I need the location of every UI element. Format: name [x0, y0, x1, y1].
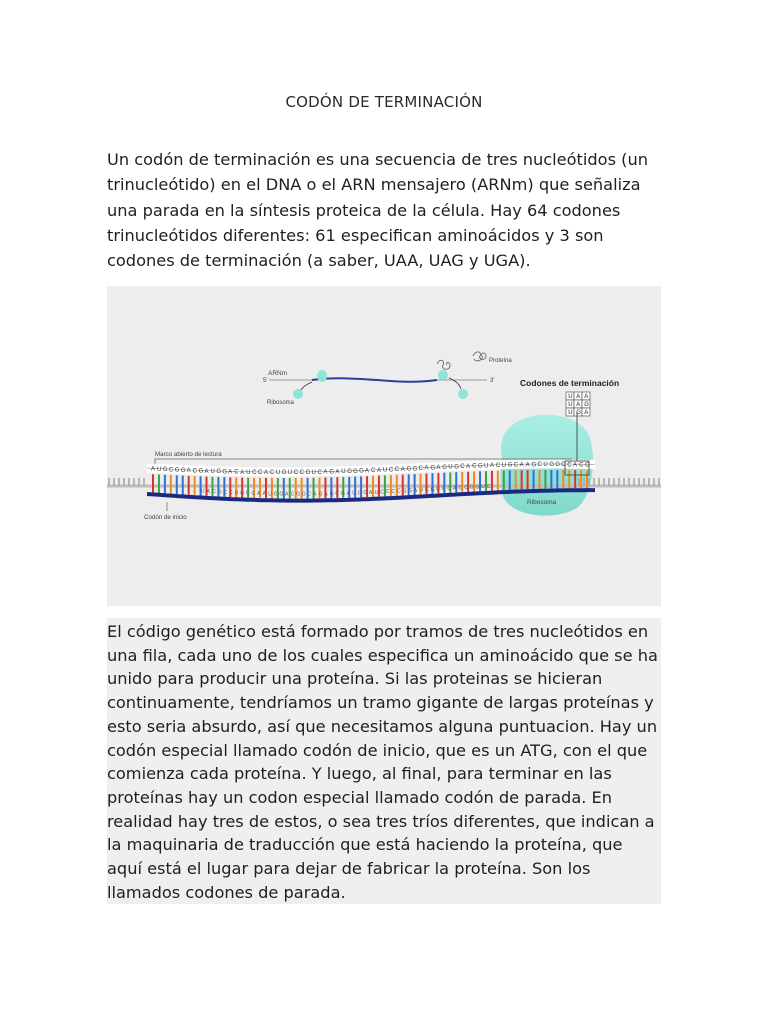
trna-base-letter: G: [402, 488, 407, 495]
mrna-base-letter: C: [418, 465, 423, 472]
mrna-base-letter: A: [228, 469, 233, 476]
mrna-base-letter: G: [305, 470, 311, 477]
stop-codons-heading: Codones de terminación: [520, 378, 620, 388]
trna-base-letter: C: [397, 488, 401, 495]
trna-base-letter: A: [453, 485, 457, 492]
mrna-base-letter: C: [299, 470, 304, 477]
mrna-base-letter: C: [317, 469, 322, 476]
mrna-base-letter: C: [585, 462, 590, 469]
mrna-base-letter: A: [376, 467, 381, 474]
mrna-base-letter: G: [507, 462, 513, 469]
trna-base-letter: A: [313, 491, 317, 498]
stop-codon-base: A: [576, 402, 581, 409]
trna-base-letter: A: [206, 488, 210, 495]
trna-base-letter: U: [436, 486, 440, 493]
page-title: CODÓN DE TERMINACIÓN: [285, 93, 483, 111]
stop-codon-base: A: [584, 410, 589, 417]
trna-base-letter: G: [408, 488, 413, 495]
mrna-base-letter: A: [466, 463, 471, 470]
stop-codon-base: U: [568, 402, 573, 409]
trna-base-letter: C: [290, 491, 295, 498]
mrna-base-letter: C: [460, 464, 465, 471]
mrna-base-letter: C: [234, 469, 239, 476]
mrna-base-letter: A: [240, 469, 245, 476]
mrna-base-letter: G: [180, 467, 186, 474]
trna-base-letter: A: [346, 490, 350, 497]
trna-base-letter: C: [229, 490, 233, 497]
mrna-base-letter: G: [406, 466, 412, 473]
mrna-base-letter: G: [531, 462, 537, 469]
mini-ribosome-1: [317, 370, 327, 382]
mrna-base-letter: A: [335, 469, 340, 476]
mrna-base-letter: A: [365, 468, 370, 475]
mrna-base-letter: C: [192, 468, 197, 475]
mrna-base-letter: U: [382, 467, 388, 474]
mrna-base-letter: A: [151, 466, 156, 473]
mrna-base-letter: C: [252, 469, 257, 476]
trna-base-letter: C: [251, 490, 256, 497]
mrna-base-letter: G: [281, 470, 287, 477]
trna-base-letter: C: [458, 485, 463, 492]
trna-base-letter: U: [268, 491, 272, 498]
stop-codon-base: U: [568, 410, 573, 417]
trna-base-letter: C: [335, 491, 340, 498]
mrna-base-letter: A: [263, 470, 268, 477]
trna-base-letter: A: [413, 487, 418, 494]
mrna-base-letter: U: [341, 469, 346, 476]
body-text: El código genético está formado por tramos de tres nucleótidos en una fila, cada uno de los cuales especifica un aminoácido que se ha unido para producir una proteína. Si las proteinas se hicieran continuamente, tendríamos un tramo gigante de largas proteínas y esto seria absurdo, así que necesitamos alguna puntuacion. Hay un codón especial llamado codón de inicio, que es un ATG, con el que comienza cada proteína. Y luego, al final, para terminar en las proteínas hay un codon especial llamado codón de parada. En realidad hay tres de estos, o sea tres tríos diferentes, que indican a la maquinaria de traducción que está haciendo la proteína, que aquí está el lugar para dejar de fabricar la proteína. Son los llamados codones de parada.: [107, 622, 658, 902]
trna-base-letter: G: [273, 491, 278, 498]
mrna-base-letter: A: [525, 462, 530, 469]
trna-base-letter: C: [307, 491, 312, 498]
trna-base-letter: C: [391, 488, 396, 495]
mrna-base-letter: U: [448, 464, 453, 471]
mrna-base-letter: U: [483, 463, 489, 470]
mrna-base-letter: G: [347, 469, 352, 476]
trna-base-letter: U: [201, 488, 205, 495]
mrna-base-letter: U: [543, 462, 548, 469]
trna-base-letter: G: [475, 484, 480, 491]
mrna-base-letter: A: [400, 466, 405, 473]
trna-base-letter: G: [217, 489, 222, 496]
trna-base-letter: C: [245, 490, 250, 497]
mrna-base-letter: G: [454, 464, 459, 471]
trna-base-letter: G: [296, 491, 301, 498]
label-arnm: ARNm: [268, 370, 288, 377]
mrna-base-letter: C: [168, 467, 174, 474]
label-5prime: 5': [263, 378, 268, 384]
label-ribosoma-large: Ribosoma: [527, 499, 557, 506]
stop-codon-base: G: [584, 402, 589, 409]
mrna-base-letter: G: [162, 467, 168, 474]
stop-codon-base: U: [568, 394, 573, 401]
mrna-base-letter: A: [519, 462, 524, 469]
mrna-base-letter: C: [579, 462, 584, 469]
trna-base-letter: A: [324, 491, 328, 498]
trna-base-letter: G: [363, 490, 368, 497]
trna-base-letter: C: [223, 489, 228, 496]
mrna-base-letter: C: [561, 462, 566, 469]
mrna-base-letter: G: [198, 468, 204, 475]
mrna-base-letter: C: [472, 463, 477, 470]
trna-base-letter: C: [464, 484, 468, 491]
trna-base-letter: C: [441, 486, 446, 493]
arrow-icon: [301, 382, 312, 390]
trna-base-letter: C: [212, 489, 216, 496]
mrna-base-letter: U: [287, 470, 293, 477]
stop-codon-base: A: [576, 394, 581, 401]
mrna-base-letter: C: [258, 470, 263, 477]
trna-base-letter: G: [329, 491, 334, 498]
stop-codon-base: A: [584, 394, 589, 401]
mrna-base-letter: C: [513, 462, 519, 469]
trna-base-letter: A: [262, 491, 266, 498]
diagram-svg: [107, 286, 661, 606]
mrna-base-letter: U: [501, 462, 507, 469]
mrna-base-letter: G: [412, 466, 418, 473]
trna-base-letter: A: [285, 491, 289, 498]
trna-base-letter: U: [481, 484, 485, 491]
stop-codon-table: [566, 392, 590, 416]
mrna-base-letter: G: [442, 464, 448, 471]
mrna-base-letter: G: [174, 467, 180, 474]
trna-base-letter: C: [380, 489, 384, 496]
trna-base-letter: G: [430, 486, 435, 493]
mrna-base-letter: U: [156, 466, 162, 473]
mrna-base-letter: G: [353, 468, 358, 475]
mrna-base-letter: A: [424, 465, 429, 472]
trna-base-letter: C: [447, 485, 452, 492]
trna-base-letter: U: [234, 490, 239, 497]
mrna-base-letter: A: [489, 463, 494, 470]
mrna-base-letter: C: [269, 470, 275, 477]
stop-codon-base: G: [576, 410, 581, 417]
mini-translation-schematic: [263, 352, 512, 406]
label-proteina: Proteína: [489, 358, 512, 364]
stop-codon-diagram: [107, 286, 661, 606]
mrna-base-letter: U: [246, 469, 251, 476]
mrna-base-letter: G: [430, 465, 436, 472]
mrna-base-letter: G: [222, 469, 228, 476]
mrna-base-letter: A: [186, 468, 191, 475]
body-paragraph: [107, 618, 661, 904]
intro-text: Un codón de terminación es una secuencia de tres nucleótidos (un trinucleótido) en el DNA o el ARN mensajero (ARNm) que señaliza una parada en la síntesis proteica de la célula. Hay 64 codones trinucleótidos diferentes: 61 especifican aminoácidos y 3 son codones de terminación (a saber, UAA, UAG y UGA).: [107, 150, 648, 271]
mrna-base-letter: C: [537, 462, 542, 469]
mini-ribosome-4: [293, 389, 303, 399]
trna-base-letter: C: [385, 489, 390, 496]
mrna-base-letter: C: [495, 462, 501, 469]
mrna-line-middle: [312, 378, 437, 381]
trna-base-letter: G: [240, 490, 245, 497]
trna-base-letter: G: [301, 491, 306, 498]
intro-paragraph: [107, 147, 667, 273]
trna-base-letter: C: [486, 483, 491, 490]
protein-squiggle-icon: [437, 352, 486, 369]
trna-base-letter: U: [419, 487, 424, 494]
mini-ribosome-3: [458, 389, 468, 399]
mrna-base-letter: C: [371, 468, 376, 475]
trna-base-letter: G: [469, 484, 474, 491]
mrna-base-letter: A: [323, 469, 328, 476]
trna-base-letter: C: [425, 487, 429, 494]
trna-base-letter: G: [318, 491, 323, 498]
trna-base-letter: U: [352, 490, 356, 497]
mrna-base-letter: G: [359, 468, 364, 475]
mrna-base-letter: G: [329, 469, 335, 476]
mrna-base-letter: A: [436, 465, 441, 472]
mrna-base-letter: U: [311, 469, 316, 476]
mrna-base-letter: C: [394, 467, 400, 474]
mrna-base-letter: U: [210, 468, 215, 475]
mrna-base-letter: A: [573, 462, 578, 469]
trna-base-letter: U: [374, 489, 379, 496]
mini-ribosome-2: [438, 370, 448, 380]
label-3prime: 3': [490, 378, 495, 384]
trna-base-letter: G: [279, 491, 284, 498]
mrna-base-letter: C: [567, 462, 572, 469]
label-reading-frame: Marco abierto de lectura: [155, 451, 222, 458]
mrna-base-letter: G: [555, 462, 560, 469]
mrna-base-letter: G: [478, 463, 483, 470]
mrna-base-letter: U: [275, 470, 281, 477]
mrna-base-letter: G: [549, 462, 555, 469]
trna-base-letter: A: [369, 489, 373, 496]
trna-base-letter: G: [341, 490, 345, 497]
mrna-base-letter: G: [216, 469, 222, 476]
mrna-base-letter: C: [388, 467, 394, 474]
label-ribosoma-small: Ribosoma: [267, 400, 295, 406]
mrna-base-letter: C: [293, 470, 299, 477]
trna-base-letter: A: [257, 491, 261, 498]
mrna-base-letter: A: [204, 468, 209, 475]
label-start-codon: Codón de inicio: [144, 514, 187, 521]
trna-base-letter: G: [357, 490, 362, 497]
